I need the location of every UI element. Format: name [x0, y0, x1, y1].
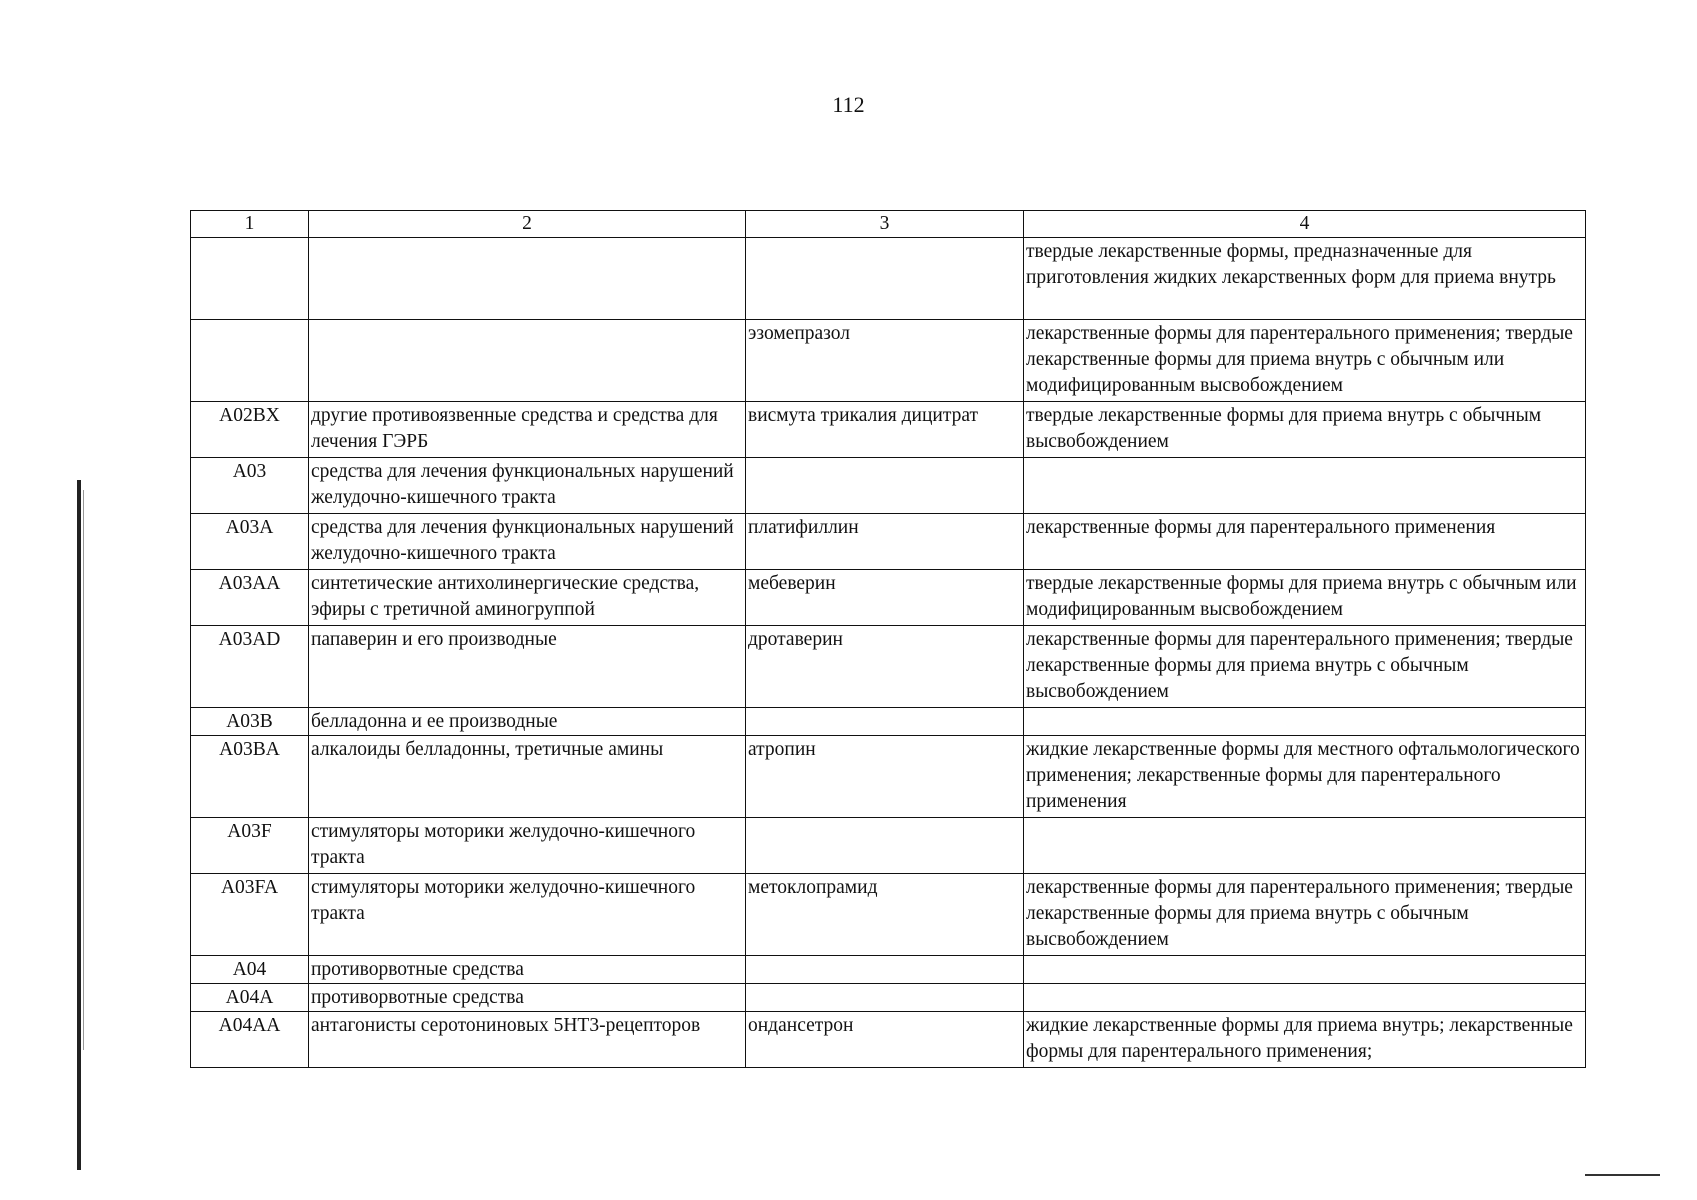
dosage-forms-cell — [1024, 708, 1586, 736]
dosage-forms-cell: твердые лекарственные формы для приема внутрь с обычным высвобождением — [1024, 402, 1586, 458]
table-row — [191, 320, 1586, 402]
group-name-cell: противорвотные средства — [309, 956, 746, 984]
drug-name-cell: мебеверин — [746, 570, 1024, 626]
atc-code-cell — [191, 320, 309, 402]
drug-name-cell — [746, 818, 1024, 874]
atc-code-cell: A02BX — [191, 402, 309, 458]
table-row — [191, 458, 1586, 514]
atc-code-cell: A03AA — [191, 570, 309, 626]
drug-classification-table — [190, 210, 1586, 1068]
table-row — [191, 818, 1586, 874]
dosage-forms-cell: жидкие лекарственные формы для приема внутрь; лекарственные формы для парентерального применения; — [1024, 1012, 1586, 1068]
dosage-forms-cell: твердые лекарственные формы, предназначенные для приготовления жидких лекарственных форм для приема внутрь — [1024, 238, 1586, 320]
table-row — [191, 570, 1586, 626]
group-name-cell — [309, 238, 746, 320]
drug-name-cell: метоклопрамид — [746, 874, 1024, 956]
group-name-cell — [309, 320, 746, 402]
dosage-forms-cell — [1024, 458, 1586, 514]
atc-code-cell — [191, 238, 309, 320]
table-row — [191, 708, 1586, 736]
table-row — [191, 736, 1586, 818]
group-name-cell: средства для лечения функциональных нарушений желудочно-кишечного тракта — [309, 458, 746, 514]
dosage-forms-cell: лекарственные формы для парентерального применения; твердые лекарственные формы для приема внутрь с обычным высвобождением — [1024, 626, 1586, 708]
header-col-1: 1 — [191, 211, 309, 238]
dosage-forms-cell: лекарственные формы для парентерального применения; твердые лекарственные формы для приема внутрь с обычным высвобождением — [1024, 874, 1586, 956]
drug-name-cell — [746, 956, 1024, 984]
table-row — [191, 874, 1586, 956]
page-number: 112 — [832, 92, 865, 117]
atc-code-cell: A03AD — [191, 626, 309, 708]
group-name-cell: папаверин и его производные — [309, 626, 746, 708]
atc-code-cell: A04 — [191, 956, 309, 984]
group-name-cell: средства для лечения функциональных нарушений желудочно-кишечного тракта — [309, 514, 746, 570]
atc-code-cell: A03B — [191, 708, 309, 736]
dosage-forms-cell: твердые лекарственные формы для приема внутрь с обычным или модифицированным высвобождением — [1024, 570, 1586, 626]
dosage-forms-cell — [1024, 818, 1586, 874]
table-header-row — [191, 211, 1586, 238]
dosage-forms-cell: лекарственные формы для парентерального применения — [1024, 514, 1586, 570]
group-name-cell: белладонна и ее производные — [309, 708, 746, 736]
header-col-4: 4 — [1024, 211, 1586, 238]
table-row — [191, 402, 1586, 458]
table-row — [191, 1012, 1586, 1068]
table-row — [191, 514, 1586, 570]
drug-name-cell — [746, 458, 1024, 514]
group-name-cell: алкалоиды белладонны, третичные амины — [309, 736, 746, 818]
drug-name-cell: висмута трикалия дицитрат — [746, 402, 1024, 458]
drug-name-cell — [746, 238, 1024, 320]
dosage-forms-cell: жидкие лекарственные формы для местного офтальмологического применения; лекарственные формы для парентерального применения — [1024, 736, 1586, 818]
drug-name-cell: платифиллин — [746, 514, 1024, 570]
drug-name-cell: атропин — [746, 736, 1024, 818]
atc-code-cell: A03F — [191, 818, 309, 874]
group-name-cell: противорвотные средства — [309, 984, 746, 1012]
group-name-cell: стимуляторы моторики желудочно-кишечного тракта — [309, 874, 746, 956]
table-row — [191, 984, 1586, 1012]
atc-code-cell: A03FA — [191, 874, 309, 956]
table-row — [191, 238, 1586, 320]
atc-code-cell: A04A — [191, 984, 309, 1012]
group-name-cell: стимуляторы моторики желудочно-кишечного тракта — [309, 818, 746, 874]
header-col-2: 2 — [309, 211, 746, 238]
scan-corner-line — [1585, 1174, 1660, 1176]
atc-code-cell: A03 — [191, 458, 309, 514]
table-row — [191, 956, 1586, 984]
drug-name-cell: эзомепразол — [746, 320, 1024, 402]
atc-code-cell: A03BA — [191, 736, 309, 818]
drug-name-cell: ондансетрон — [746, 1012, 1024, 1068]
atc-code-cell: A04AA — [191, 1012, 309, 1068]
drug-name-cell — [746, 708, 1024, 736]
drug-name-cell: дротаверин — [746, 626, 1024, 708]
table-row — [191, 626, 1586, 708]
header-col-3: 3 — [746, 211, 1024, 238]
scan-edge-faint-mark — [83, 490, 84, 1050]
drug-name-cell — [746, 984, 1024, 1012]
group-name-cell: антагонисты серотониновых 5HT3-рецепторов — [309, 1012, 746, 1068]
dosage-forms-cell — [1024, 956, 1586, 984]
atc-code-cell: A03A — [191, 514, 309, 570]
scan-edge-mark — [77, 480, 81, 1170]
group-name-cell: другие противоязвенные средства и средства для лечения ГЭРБ — [309, 402, 746, 458]
dosage-forms-cell: лекарственные формы для парентерального применения; твердые лекарственные формы для приема внутрь с обычным или модифицированным высвобождением — [1024, 320, 1586, 402]
dosage-forms-cell — [1024, 984, 1586, 1012]
group-name-cell: синтетические антихолинергические средства, эфиры с третичной аминогруппой — [309, 570, 746, 626]
